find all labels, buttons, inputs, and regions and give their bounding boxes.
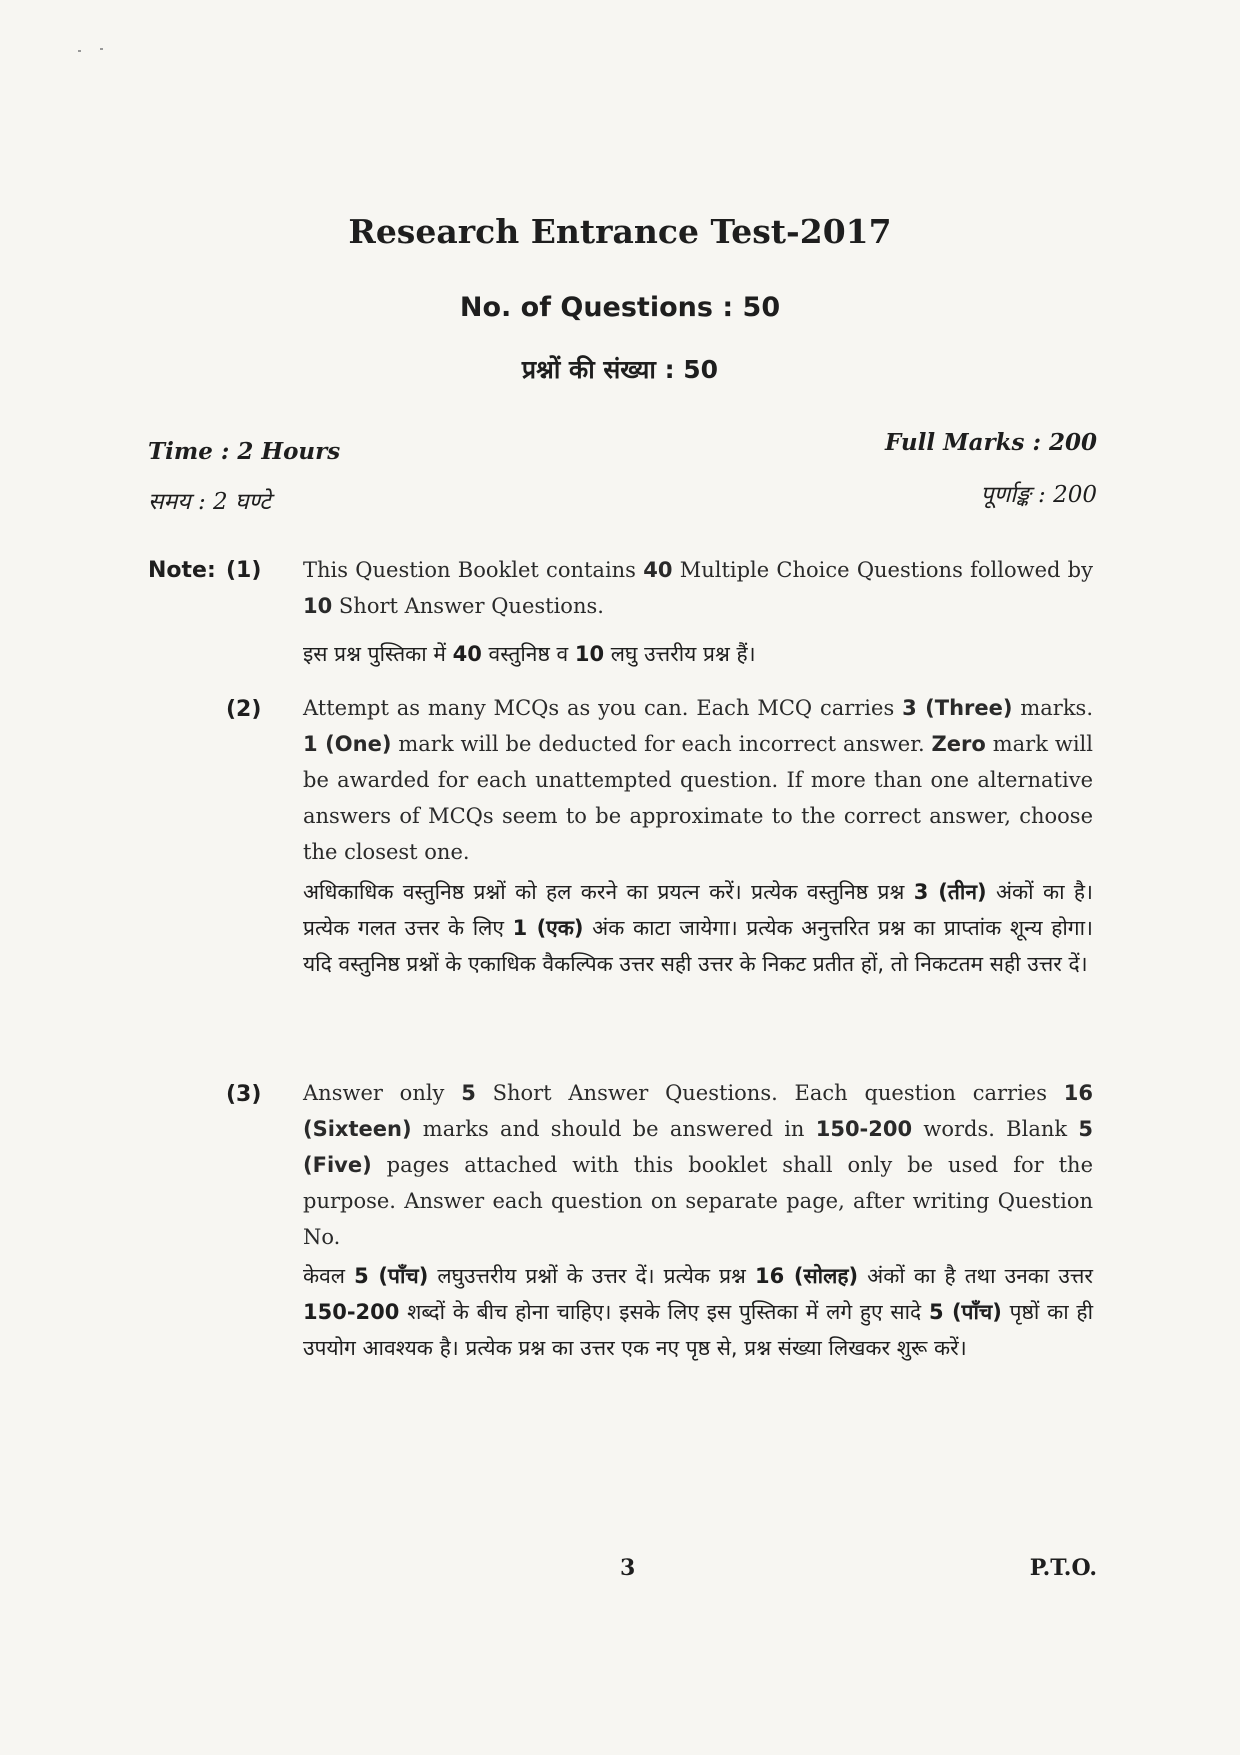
body-text: इस प्रश्न पुस्तिका में xyxy=(303,642,453,666)
body-text: marks. xyxy=(1012,696,1093,720)
emphasis-text: 10 xyxy=(574,642,605,666)
emphasis-text: Zero xyxy=(931,732,986,756)
body-text: pages attached with this booklet shall only be used for the purpose. Answer each question on separate page, after writing Question No. xyxy=(303,1153,1093,1249)
emphasis-text: 16 (Sixteen) xyxy=(303,1081,1093,1141)
scan-speck xyxy=(78,50,81,52)
body-text: Attempt as many MCQs as you can. Each MCQ carries xyxy=(303,696,903,720)
full-marks-en: Full Marks : 200 xyxy=(884,429,1097,456)
note-1-english xyxy=(303,552,1093,624)
note-number-3: (3) xyxy=(226,1082,262,1107)
emphasis-text: 150-200 xyxy=(303,1300,400,1324)
full-marks-hi: पूर्णाङ्क : 200 xyxy=(980,482,1097,508)
body-text: पृष्ठों का ही उपयोग आवश्यक है। प्रत्येक प्रश्न का उत्तर एक नए पृष्ठ से, प्रश्न संख्या लिखकर शुरू करें। xyxy=(303,1300,1094,1360)
body-text: अंकों का है। प्रत्येक गलत उत्तर के लिए xyxy=(303,880,1093,940)
body-text: लघुउत्तरीय प्रश्नों के उत्तर दें। प्रत्येक प्रश्न xyxy=(428,1264,755,1288)
body-text: अंक काटा जायेगा। प्रत्येक अनुत्तरित प्रश्न का प्राप्तांक शून्य होगा। यदि वस्तुनिष्ठ प्रश्नों के एकाधिक वैकल्पिक उत्तर सही उत्तर के निकट प्रतीत हों, तो निकटतम सही उत्तर दें। xyxy=(303,916,1094,976)
question-count-en: No. of Questions : 50 xyxy=(459,292,781,323)
note-number-2: (2) xyxy=(226,697,262,722)
emphasis-text: 16 (सोलह) xyxy=(754,1264,859,1288)
note-2-hindi xyxy=(303,874,1093,982)
emphasis-text: 10 xyxy=(303,594,333,618)
time-en: Time : 2 Hours xyxy=(148,438,341,465)
exam-title: Research Entrance Test-2017 xyxy=(348,212,892,251)
emphasis-text: 1 (One) xyxy=(303,732,392,756)
body-text: अधिकाधिक वस्तुनिष्ठ प्रश्नों को हल करने का प्रयत्न करें। प्रत्येक वस्तुनिष्ठ प्रश्न xyxy=(303,880,914,904)
body-text: words. Blank xyxy=(912,1117,1079,1141)
body-text: mark will be awarded for each unattempted question. If more than one alternative answers of MCQs seem to be approximate to the correct answer, choose the closest one. xyxy=(303,732,1093,864)
note-label: Note: xyxy=(148,558,216,583)
emphasis-text: 1 (एक) xyxy=(512,916,584,940)
emphasis-text: 3 (तीन) xyxy=(913,880,987,904)
body-text: लघु उत्तरीय प्रश्न हैं। xyxy=(604,642,756,666)
body-text: This Question Booklet contains xyxy=(303,558,644,582)
question-count-hi: प्रश्नों की संख्या : 50 xyxy=(521,355,719,384)
note-2-english xyxy=(303,690,1093,870)
body-text: Multiple Choice Questions followed by xyxy=(672,558,1093,582)
body-text: शब्दों के बीच होना चाहिए। इसके लिए इस पुस्तिका में लगे हुए सादे xyxy=(399,1300,929,1324)
body-text: केवल xyxy=(303,1264,355,1288)
body-text: mark will be deducted for each incorrect answer. xyxy=(391,732,932,756)
time-hi: समय : 2 घण्टे xyxy=(148,489,271,515)
body-text: Answer only xyxy=(303,1081,462,1105)
note-3-hindi xyxy=(303,1258,1093,1366)
body-text: Short Answer Questions. xyxy=(332,594,604,618)
emphasis-text: 5 xyxy=(461,1081,476,1105)
note-1-hindi xyxy=(303,636,1093,672)
note-number-1: (1) xyxy=(226,558,262,583)
emphasis-text: 40 xyxy=(452,642,482,666)
emphasis-text: 5 (पाँच) xyxy=(928,1300,1002,1324)
emphasis-text: 5 (Five) xyxy=(303,1117,1093,1177)
page-number: 3 xyxy=(620,1555,636,1581)
body-text: Short Answer Questions. Each question carries xyxy=(475,1081,1064,1105)
emphasis-text: 150-200 xyxy=(815,1117,913,1141)
scan-speck xyxy=(100,48,103,50)
emphasis-text: 3 (Three) xyxy=(902,696,1013,720)
note-3-english xyxy=(303,1075,1093,1255)
body-text: marks and should be answered in xyxy=(411,1117,816,1141)
emphasis-text: 40 xyxy=(643,558,673,582)
emphasis-text: 5 (पाँच) xyxy=(354,1264,429,1288)
body-text: अंकों का है तथा उनका उत्तर xyxy=(858,1264,1093,1288)
pto-label: P.T.O. xyxy=(1029,1555,1097,1581)
body-text: वस्तुनिष्ठ व xyxy=(481,642,575,666)
